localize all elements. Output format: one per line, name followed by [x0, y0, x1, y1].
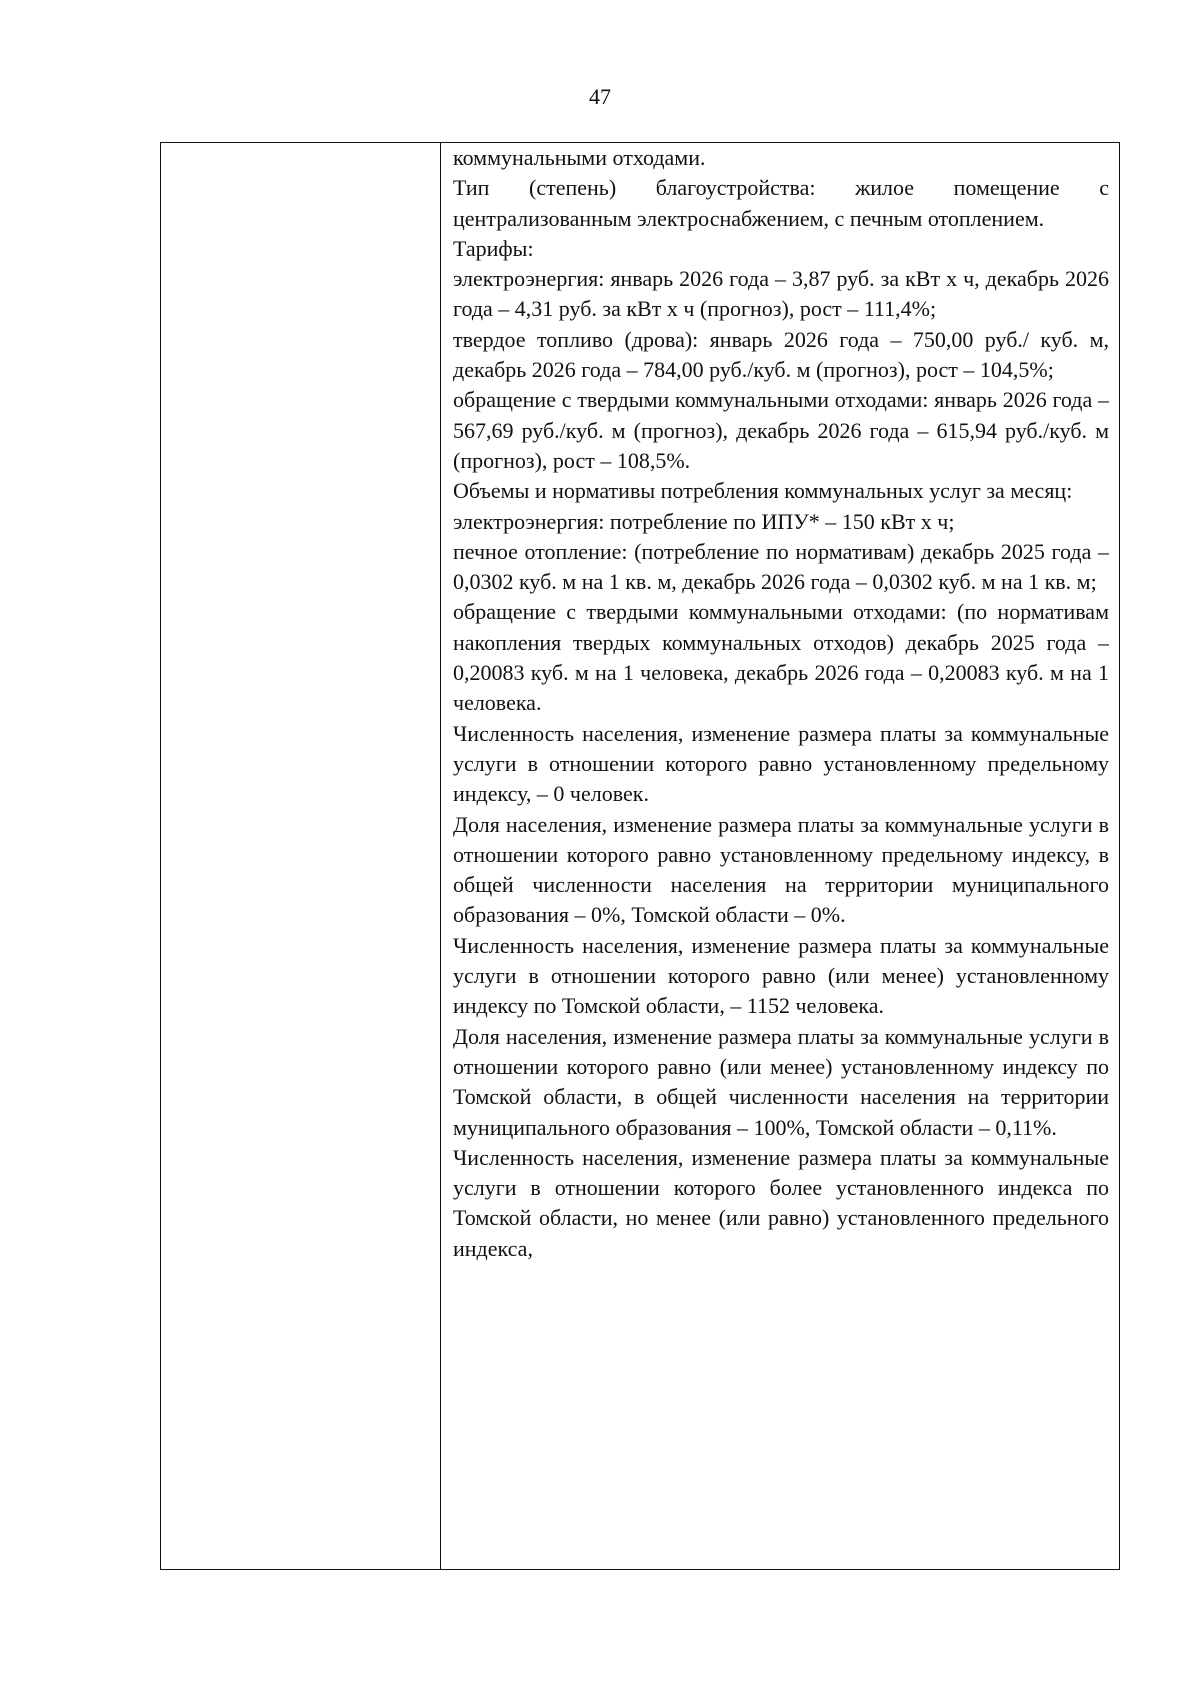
paragraph-share-equal-limit: Доля населения, изменение размера платы за коммунальные услуги в отношении которого равно установленному предельному индексу, в общей численности населения на территории муниципального образования – 0%, Томской области – 0%.: [453, 811, 1109, 928]
paragraph-volumes-heading: Объемы и нормативы потребления коммунальных услуг за месяц:: [453, 478, 1073, 504]
paragraph-population-equal-limit: Численность населения, изменение размера платы за коммунальные услуги в отношении которого равно установленному предельному индексу, – 0 человек.: [453, 720, 1109, 807]
paragraph-population-above-index: Численность населения, изменение размера платы за коммунальные услуги в отношении которого более установленного индекса по Томской области, но менее (или равно) установленного предельного индекса,: [453, 1144, 1109, 1261]
paragraph-tariff-solid-fuel: твердое топливо (дрова): январь 2026 года – 750,00 руб./ куб. м, декабрь 2026 года – 784,00 руб./куб. м (прогноз), рост – 104,5%;: [453, 326, 1109, 383]
paragraph-share-below-index: Доля населения, изменение размера платы за коммунальные услуги в отношении которого равно (или менее) установленному индексу по Томской области, в общей численности населения на территории муниципального образования – 100%, Томской области – 0,11%.: [453, 1023, 1109, 1140]
column-divider: [440, 143, 441, 1569]
paragraph-volume-waste: обращение с твердыми коммунальными отходами: (по нормативам накопления твердых коммунальных отходов) декабрь 2025 года – 0,20083 куб. м на 1 человека, декабрь 2026 года – 0,20083 куб. м на 1 человека.: [453, 599, 1109, 716]
paragraph-improvement-type: Тип (степень) благоустройства: жилое помещение с централизованным электроснабжением, с печным отоплением.: [453, 175, 1109, 231]
paragraph-volume-heating: печное отопление: (потребление по нормативам) декабрь 2025 года – 0,0302 куб. м на 1 кв. м, декабрь 2026 года – 0,0302 куб. м на 1 кв. м;: [453, 538, 1109, 595]
content-table: [160, 142, 1120, 1570]
paragraph-tariff-electricity: электроэнергия: январь 2026 года – 3,87 руб. за кВт х ч, декабрь 2026 года – 4,31 руб. за кВт х ч (прогноз), рост – 111,4%;: [453, 266, 1109, 322]
paragraph-tariff-waste: обращение с твердыми коммунальными отходами: январь 2026 года – 567,69 руб./куб. м (прогноз), декабрь 2026 года – 615,94 руб./куб. м (прогноз), рост – 108,5%.: [453, 387, 1109, 473]
paragraph-volume-electricity: электроэнергия: потребление по ИПУ* – 150 кВт х ч;: [453, 508, 955, 534]
table-left-cell: [161, 143, 440, 1569]
paragraph-tariffs-heading: Тарифы:: [453, 235, 534, 261]
page-number: 47: [589, 84, 611, 109]
table-right-cell: [453, 143, 1109, 1569]
paragraph-population-below-index: Численность населения, изменение размера платы за коммунальные услуги в отношении которого равно (или менее) установленному индексу по Томской области, – 1152 человека.: [453, 932, 1109, 1019]
paragraph-continuation: коммунальными отходами.: [453, 145, 706, 170]
